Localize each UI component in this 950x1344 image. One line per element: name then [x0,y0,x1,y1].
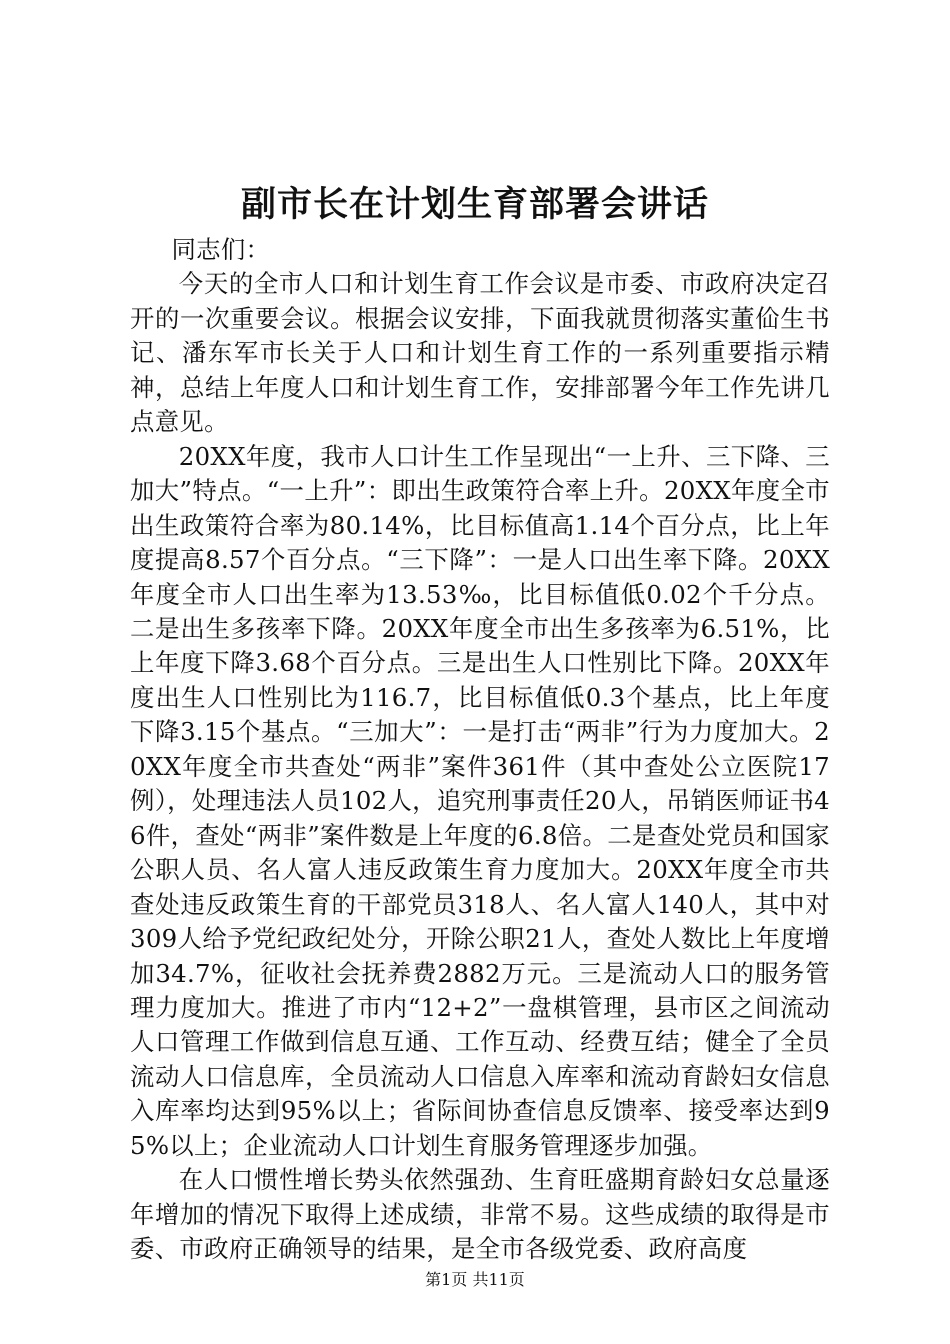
paragraph-evaluation: 在人口惯性增长势头依然强劲、生育旺盛期育龄妇女总量逐年增加的情况下取得上述成绩，非常不易。这些成绩的取得是市委、市政府正确领导的结果，是全市各级党委、政府高度 [130,1165,830,1264]
paragraph-achievements: 20XX年度，我市人口计生工作呈现出“一上升、三下降、三加大”特点。“一上升”：即出生政策符合率上升。20XX年度全市出生政策符合率为80.14%，比目标值高1.14个百分点，比上年度提高8.57个百分点。“三下降”：一是人口出生率下降。20XX年度全市人口出生率为13.53‰，比目标值低0.02个千分点。二是出生多孩率下降。20XX年度全市出生多孩率为6.51%，比上年度下降3.68个百分点。三是出生人口性别比下降。20XX年度出生人口性别比为116.7，比目标值低0.3个基点，比上年度下降3.15个基点。“三加大”：一是打击“两非”行为力度加大。20XX年度全市共查处“两非”案件361件（其中查处公立医院17例），处理违法人员102人，追究刑事责任20人，吊销医师证书46件，查处“两非”案件数是上年度的6.8倍。二是查处党员和国家公职人员、名人富人违反政策生育力度加大。20XX年度全市共查处违反政策生育的干部党员318人、名人富人140人，其中对309人给予党纪政纪处分，开除公职21人，查处人数比上年度增加34.7%，征收社会抚养费2882万元。三是流动人口的服务管理力度加大。推进了市内“12+2”一盘棋管理，县市区之间流动人口管理工作做到信息互通、工作互动、经费互结；健全了全员流动人口信息库，全员流动人口信息入库率和流动育龄妇女信息入库率均达到95%以上；省际间协查信息反馈率、接受率达到95%以上；企业流动人口计划生育服务管理逐步加强。 [130,441,830,1160]
salutation: 同志们： [171,235,271,264]
paragraph-intro: 今天的全市人口和计划生育工作会议是市委、市政府决定召开的一次重要会议。根据会议安排，下面我就贯彻落实董佡生书记、潘东军市长关于人口和计划生育工作的一系列重要指示精神，总结上年度人口和计划生育工作，安排部署今年工作先讲几点意见。 [130,269,830,437]
page-number-footer: 第1页 共11页 [425,1270,525,1289]
document-title: 副市长在计划生育部署会讲话 [240,184,709,225]
document-body [130,233,830,1267]
